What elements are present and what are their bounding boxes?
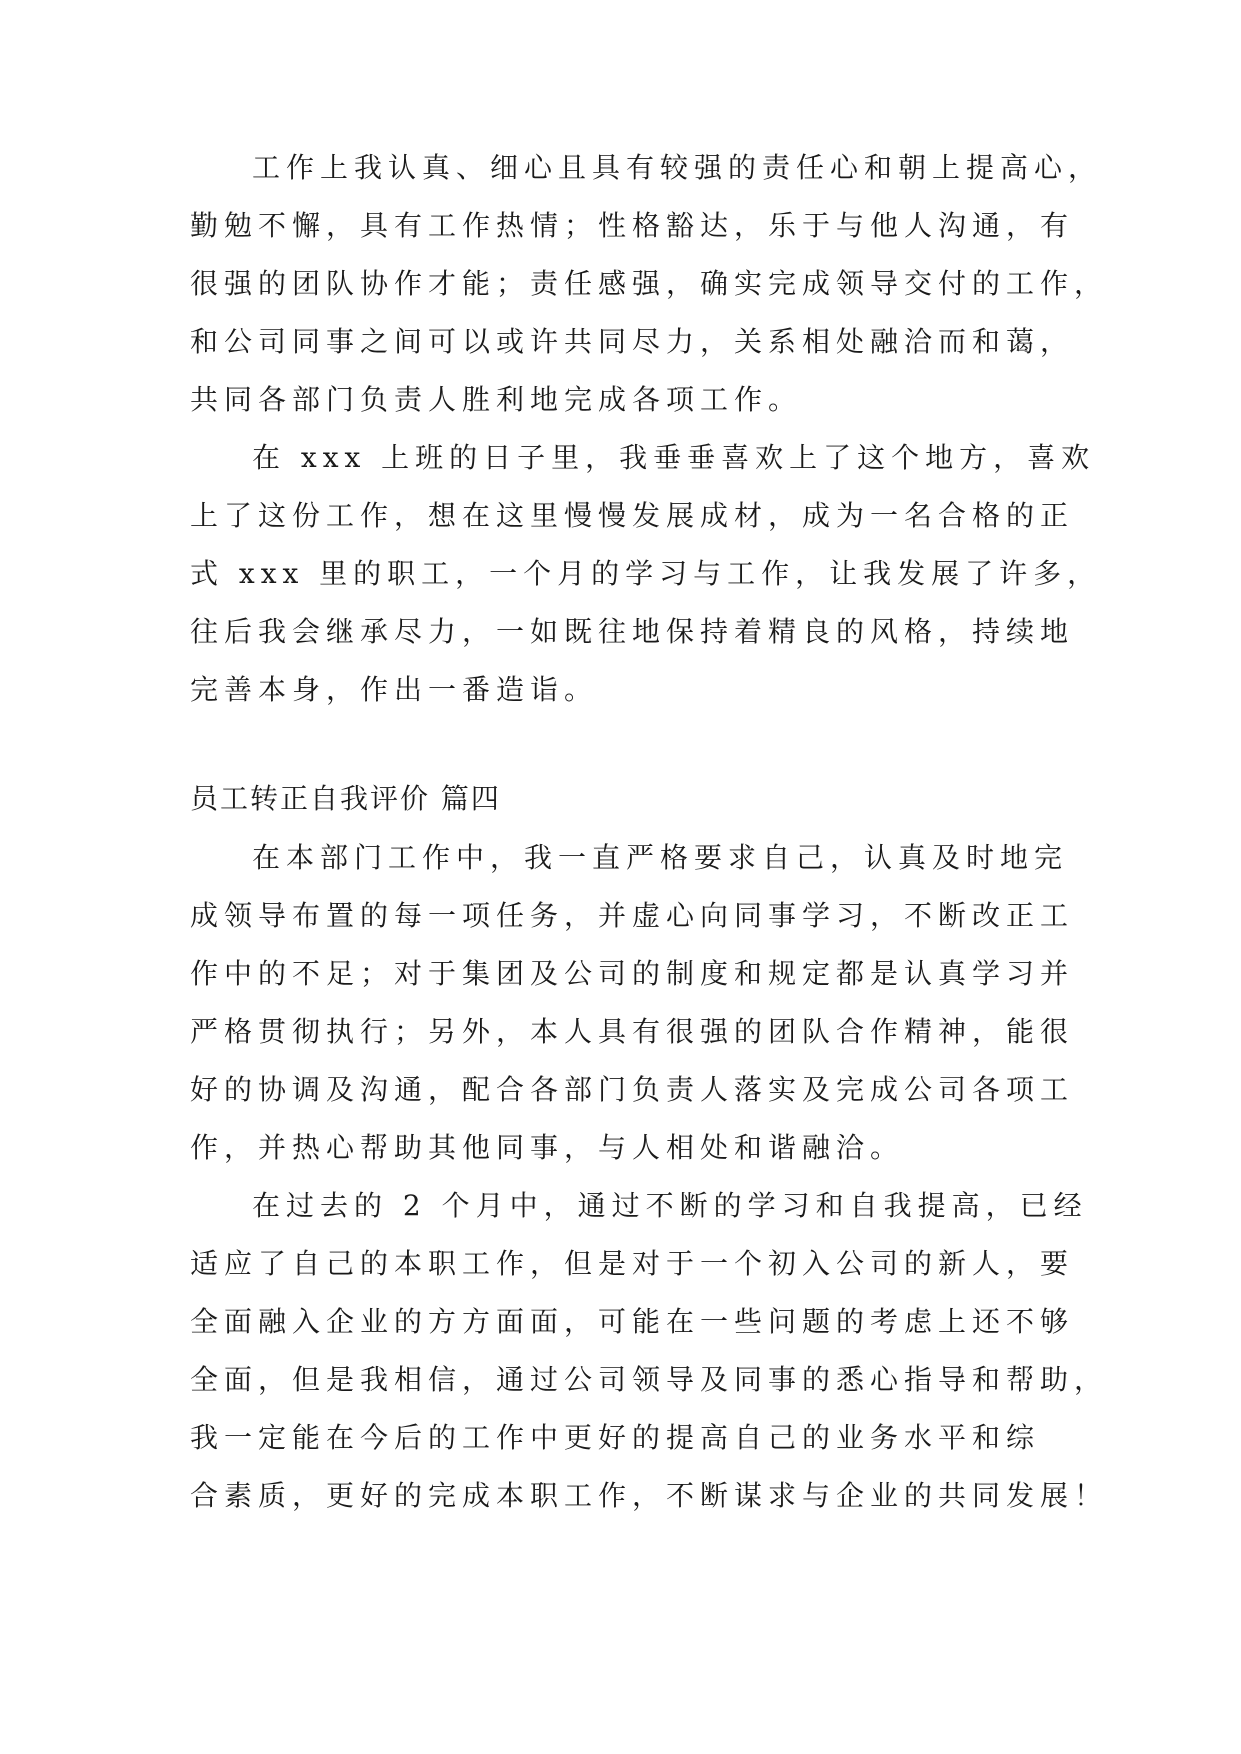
paragraph-responsibility (190, 139, 1109, 429)
paragraph-department-work (190, 829, 1075, 1177)
text-line: 作中的不足；对于集团及公司的制度和规定都是认真学习并 (190, 957, 1075, 990)
section-heading: 员工转正自我评价 篇四 (190, 782, 501, 815)
text-line: 全面融入企业的方方面面，可能在一些问题的考虑上还不够 (190, 1305, 1075, 1338)
text-line: 严格贯彻执行；另外，本人具有很强的团队合作精神，能很 (190, 1015, 1075, 1048)
text-line: 和公司同事之间可以或许共同尽力，关系相处融洽而和蔼， (190, 325, 1075, 358)
text-line: 适应了自己的本职工作，但是对于一个初入公司的新人，要 (190, 1247, 1075, 1280)
text-line: 我一定能在今后的工作中更好的提高自己的业务水平和综 (190, 1421, 1041, 1454)
text-line: 工作上我认真、细心且具有较强的责任心和朝上提高心， (252, 151, 1103, 184)
text-line: 全面，但是我相信，通过公司领导及同事的悉心指导和帮助， (190, 1363, 1109, 1396)
text-line: 很强的团队协作才能；责任感强，确实完成领导交付的工作， (190, 267, 1109, 300)
paragraph-adaptation (190, 1177, 1109, 1525)
text-line: 在 xxx 上班的日子里，我垂垂喜欢上了这个地方，喜欢 (252, 441, 1096, 474)
text-line: 在过去的 2 个月中，通过不断的学习和自我提高，已经 (252, 1189, 1088, 1222)
text-line: 上了这份工作，想在这里慢慢发展成材，成为一名合格的正 (190, 499, 1075, 532)
text-line: 好的协调及沟通，配合各部门负责人落实及完成公司各项工 (190, 1073, 1075, 1106)
text-line: 合素质，更好的完成本职工作，不断谋求与企业的共同发展！ (190, 1479, 1109, 1512)
text-line: 式 xxx 里的职工，一个月的学习与工作，让我发展了许多， (190, 557, 1102, 590)
text-line: 完善本身，作出一番造诣。 (190, 673, 599, 706)
paragraph-growth (190, 429, 1102, 719)
text-line: 成领导布置的每一项任务，并虚心向同事学习，不断改正工 (190, 899, 1075, 932)
text-line: 勤勉不懈，具有工作热情；性格豁达，乐于与他人沟通，有 (190, 209, 1075, 242)
text-line: 作，并热心帮助其他同事，与人相处和谐融洽。 (190, 1131, 905, 1164)
text-line: 在本部门工作中，我一直严格要求自己，认真及时地完 (252, 841, 1069, 874)
text-line: 往后我会继承尽力，一如既往地保持着精良的风格，持续地 (190, 615, 1075, 648)
text-line: 共同各部门负责人胜利地完成各项工作。 (190, 383, 803, 416)
